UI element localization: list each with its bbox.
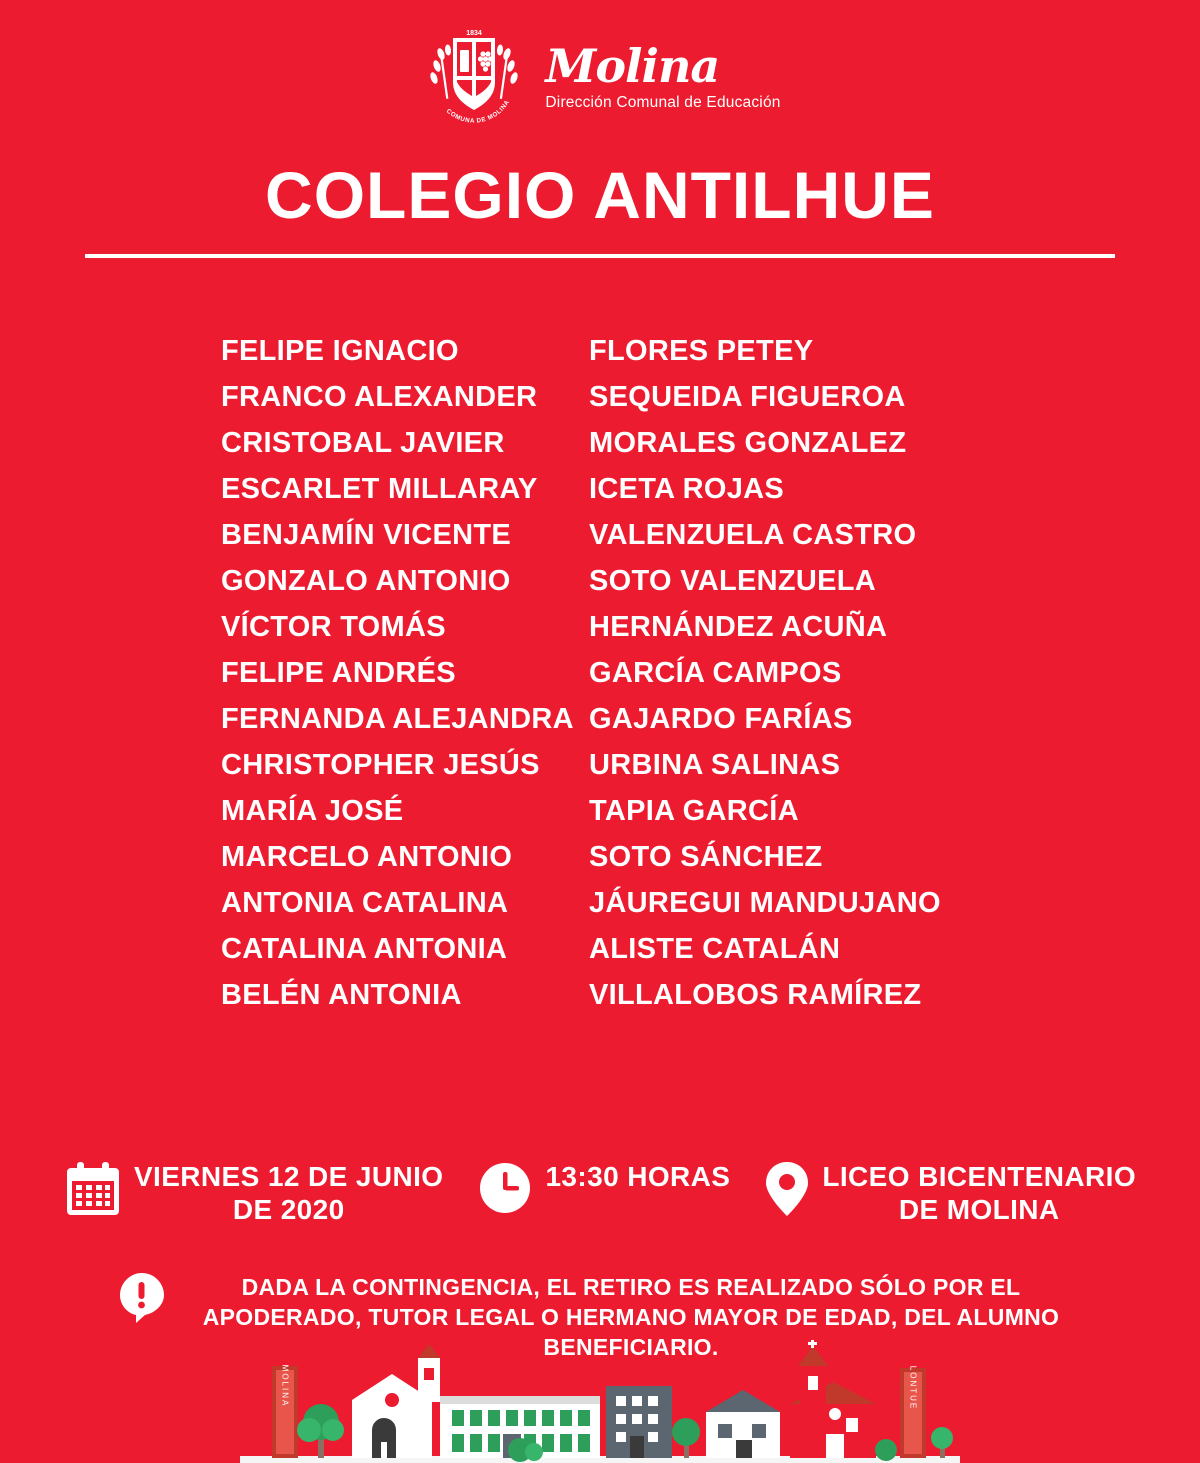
list-item-first-name: MARÍA JOSÉ [221, 795, 404, 827]
event-date-line1: VIERNES 12 DE JUNIO [133, 1161, 444, 1192]
location-pin-icon [764, 1160, 810, 1223]
event-place-line1: LICEO BICENTENARIO [822, 1161, 1137, 1192]
list-item-last-name: VALENZUELA CASTRO [589, 519, 917, 551]
list-item-last-name: ALISTE CATALÁN [589, 933, 841, 965]
clock-icon [477, 1160, 533, 1221]
notice-text: DADA LA CONTINGENCIA, EL RETIRO ES REALIZADO SÓLO POR EL APODERADO, TUTOR LEGAL O HERMANO MAYOR DE EDAD, DEL ALUMNO BENEFICIARIO. [202, 1274, 1060, 1360]
list-item-last-name: GAJARDO FARÍAS [589, 703, 853, 735]
title-block [0, 158, 1200, 258]
list-item-last-name: HERNÁNDEZ ACUÑA [589, 611, 888, 643]
list-item-first-name: ESCARLET MILLARAY [221, 473, 538, 505]
event-place-text [822, 1160, 1136, 1226]
event-time-text [545, 1160, 730, 1193]
event-place [764, 1160, 1136, 1226]
event-date-line2: DE 2020 [232, 1194, 345, 1225]
list-item-first-name: FRANCO ALEXANDER [221, 381, 538, 413]
event-date-text [134, 1160, 443, 1226]
list-item-first-name: CATALINA ANTONIA [221, 933, 508, 965]
event-time-line1: 13:30 HORAS [545, 1161, 731, 1192]
event-date [64, 1160, 443, 1226]
list-item-last-name: SEQUEIDA FIGUEROA [589, 381, 906, 413]
list-item-first-name: FERNANDA ALEJANDRA [221, 703, 574, 735]
beneficiary-list [0, 328, 1200, 1018]
alert-exclamation-icon [119, 1272, 165, 1329]
brand-block [545, 38, 781, 112]
svg-text:LONTUE: LONTUE [908, 1365, 918, 1411]
list-item-last-name: URBINA SALINAS [589, 749, 841, 781]
list-item-last-name: SOTO VALENZUELA [589, 565, 876, 597]
calendar-icon [64, 1160, 122, 1223]
list-item-first-name: MARCELO ANTONIO [221, 841, 513, 873]
brand-subtitle: Dirección Comunal de Educación [545, 93, 781, 111]
svg-text:MOLINA: MOLINA [280, 1364, 290, 1408]
svg-text:COMUNA DE MOLINA: COMUNA DE MOLINA [445, 98, 512, 124]
list-item-first-name: CRISTOBAL JAVIER [221, 427, 505, 459]
molina-skyline-illustration [0, 1338, 1200, 1463]
list-item-first-name: ANTONIA CATALINA [221, 887, 509, 919]
list-item-first-name: BELÉN ANTONIA [221, 979, 462, 1011]
title-divider [85, 254, 1115, 258]
list-item-first-name: VÍCTOR TOMÁS [221, 611, 446, 643]
svg-text:1834: 1834 [466, 30, 483, 37]
list-item-first-name: GONZALO ANTONIO [221, 565, 511, 597]
list-item-first-name: FELIPE IGNACIO [221, 335, 459, 367]
page-title: COLEGIO ANTILHUE [265, 158, 935, 232]
list-item-first-name: FELIPE ANDRÉS [221, 657, 456, 689]
list-item-last-name: FLORES PETEY [589, 335, 814, 367]
list-item-last-name: SOTO SÁNCHEZ [589, 841, 823, 873]
list-item-last-name: MORALES GONZALEZ [589, 427, 907, 459]
list-item-last-name: TAPIA GARCÍA [589, 795, 799, 827]
molina-crest-icon [419, 24, 529, 124]
list-item-last-name: JÁUREGUI MANDUJANO [589, 887, 941, 919]
event-time [477, 1160, 730, 1221]
brand-name: Molina [545, 38, 720, 93]
list-item-last-name: GARCÍA CAMPOS [589, 657, 842, 689]
list-item-first-name: CHRISTOPHER JESÚS [221, 749, 540, 781]
list-item-last-name: VILLALOBOS RAMÍREZ [589, 979, 922, 1011]
header [0, 0, 1200, 124]
list-item-first-name: BENJAMÍN VICENTE [221, 519, 511, 551]
event-info-row [0, 1160, 1200, 1226]
list-item-last-name: ICETA ROJAS [589, 473, 785, 505]
event-place-line2: DE MOLINA [898, 1194, 1060, 1225]
